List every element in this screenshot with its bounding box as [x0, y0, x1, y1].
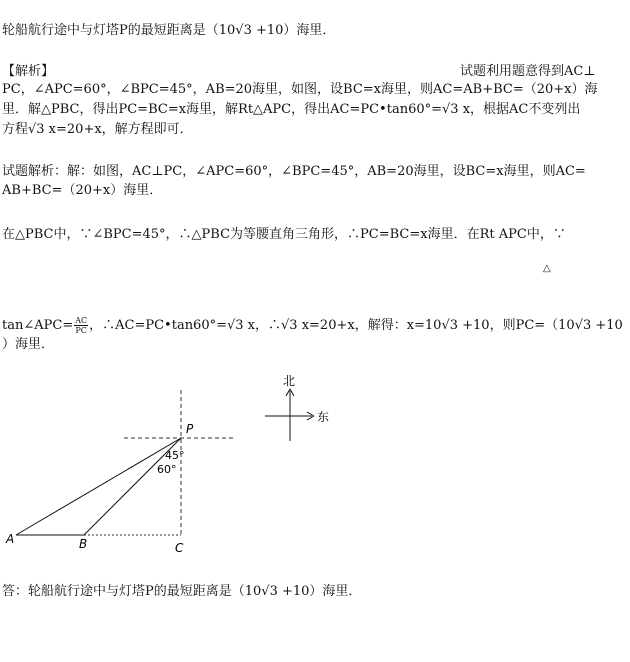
analysis-line-3: 里．解△PBC，得出PC=BC=x海里，解Rt△APC，得出AC=PC•tan60°=√3 x，根据AC不变列出: [2, 102, 581, 117]
north-label: 北: [283, 374, 296, 388]
fraction-numerator: AC: [75, 316, 88, 325]
east-label: 东: [317, 410, 330, 424]
solution-line-2: AB+BC=（20+x）海里．: [2, 183, 163, 198]
geometry-figure: [0, 365, 630, 575]
label-b: B: [79, 537, 88, 551]
label-c: C: [175, 541, 184, 555]
solution-line-1: 试题解析：解：如图，AC⊥PC，∠APC=60°，∠BPC=45°，AB=20海里，设BC=x海里，则AC=: [2, 164, 586, 179]
analysis-heading: 【解析】: [2, 64, 55, 79]
analysis-line-4: 方程√3 x=20+x，解方程即可．: [2, 122, 193, 137]
answer-statement: 答：轮船航行途中与灯塔P的最短距离是（10√3 +10）海里．: [2, 584, 362, 599]
analysis-intro: 试题利用题意得到AC⊥: [460, 64, 596, 79]
tan-suffix: ，∴AC=PC•tan60°=√3 x，∴√3 x=20+x，解得：x=10√3 +10，则PC=（10√3 +10: [89, 318, 623, 333]
triangle-symbol: △: [543, 263, 551, 274]
fraction-ac-pc: [74, 316, 88, 335]
angle-60-label: 60°: [157, 463, 177, 476]
question-statement: 轮船航行途中与灯塔P的最短距离是（10√3 +10）海里．: [2, 23, 336, 38]
label-a: A: [6, 532, 15, 546]
angle-45-label: 45°: [165, 449, 185, 462]
tan-prefix: tan∠APC=: [2, 318, 74, 333]
analysis-line-2: PC，∠APC=60°，∠BPC=45°，AB=20海里，如图，设BC=x海里，则AC=AB+BC=（20+x）海: [2, 82, 598, 97]
solution-line-4: [2, 316, 623, 335]
solution-line-3: 在△PBC中，∵∠BPC=45°，∴△PBC为等腰直角三角形，∴PC=BC=x海里．在Rt APC中，∵: [2, 227, 566, 242]
fraction-denominator: PC: [75, 326, 87, 335]
label-p: P: [186, 422, 194, 436]
solution-line-5: ）海里．: [2, 337, 55, 352]
